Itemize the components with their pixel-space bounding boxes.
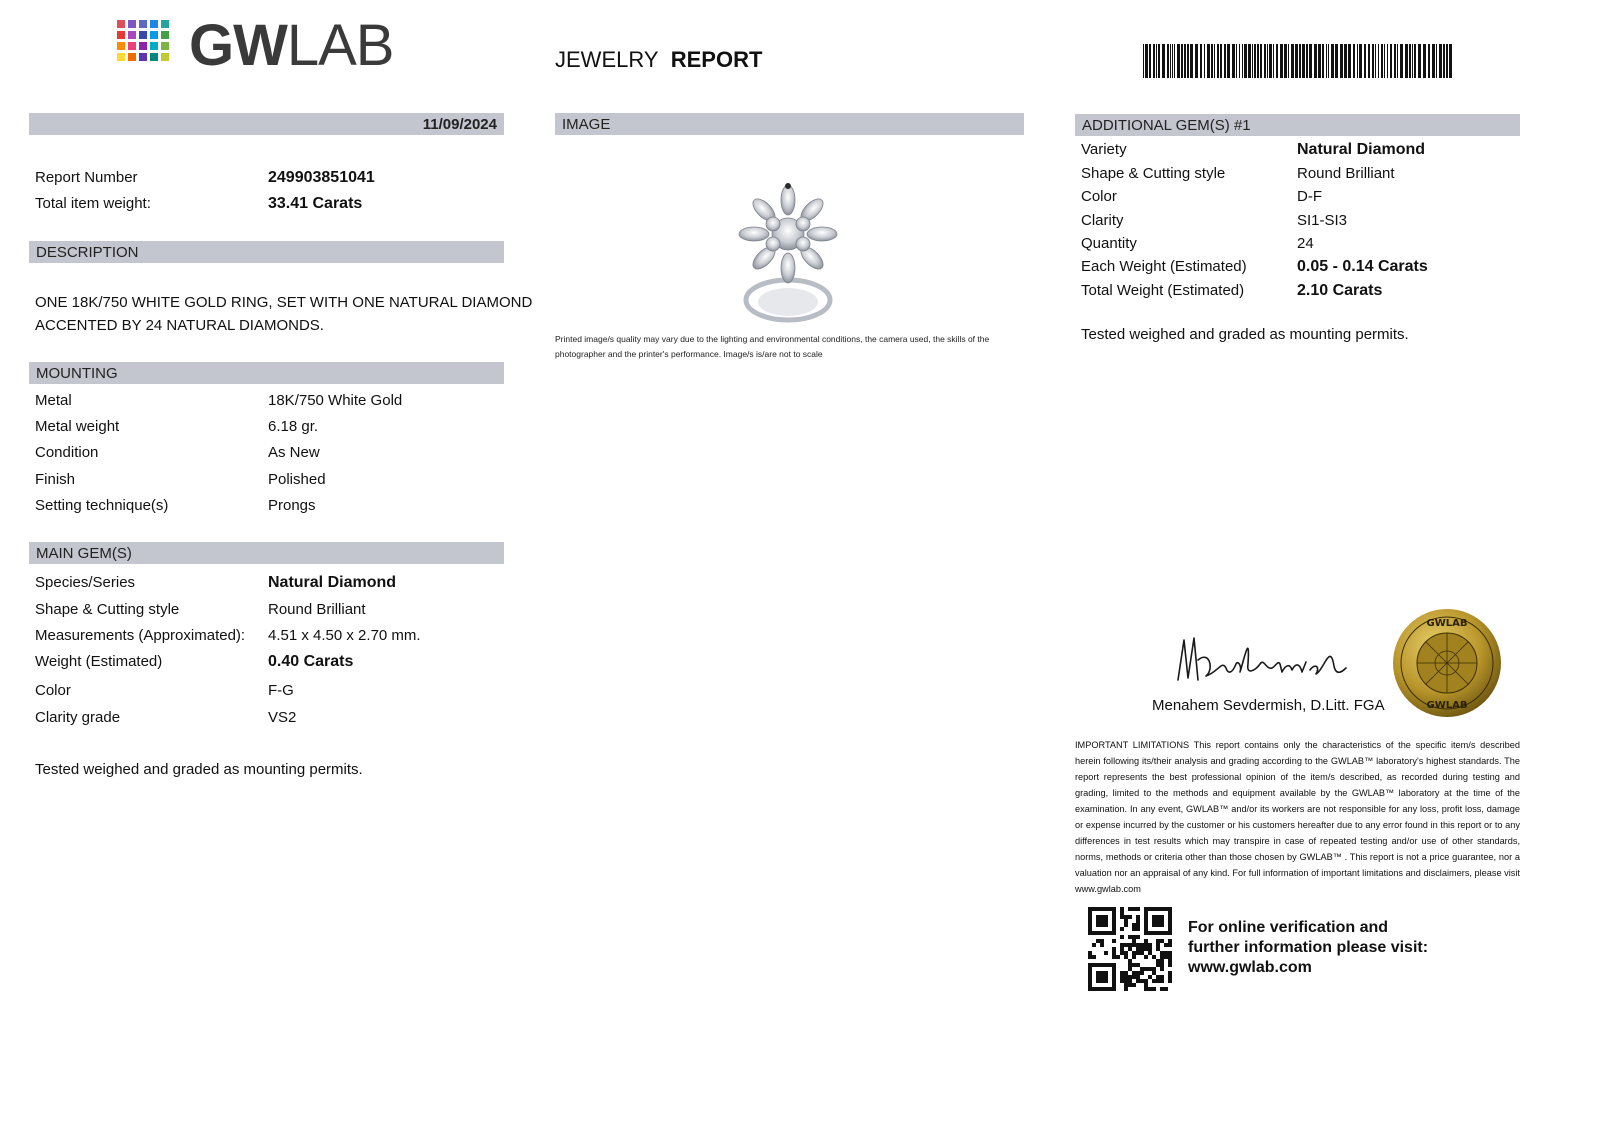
barcode-stripe <box>1409 44 1411 78</box>
important-limitations: IMPORTANT LIMITATIONS This report contains only the characteristics of the specific item/s described herein following its/their analysis and grading according to the GWLAB™ laboratory's highest standards. The report represents the best professional opinion of the item/s described, as recorded during testing and grading, limited to the methods and equipment available by the GWLAB™ laboratory at the time of the examination. In any event, GWLAB™ and/or its workers are not responsible for any loss, profit loss, damage or expense incurred by the customer or his customers hereafter due to any error found in this report or to any differences in test results which may transpire in case of repeated testing and/or use of other standards, norms, methods or criteria other than those chosen by GWLAB™ . This report is not a price guarantee, nor a valuation nor an appraisal of any kind. For full information of important limitations and disclaimers, please visit www.gwlab.com <box>1075 740 1520 894</box>
logo <box>117 13 397 82</box>
barcode-stripe <box>1248 44 1251 78</box>
image-disclaimer <box>555 332 989 362</box>
barcode-stripe <box>1381 44 1383 78</box>
verification-line-2: further information please visit: <box>1188 939 1429 956</box>
barcode-stripe <box>1257 44 1259 78</box>
logo-text <box>189 14 394 78</box>
report-title <box>555 46 762 74</box>
barcode-stripe <box>1357 44 1358 78</box>
mounting-label: Metal weight <box>35 418 120 435</box>
qr-code-icon[interactable] <box>1088 907 1172 991</box>
barcode-stripe <box>1273 44 1274 78</box>
barcode-stripe <box>1400 44 1403 78</box>
barcode-stripe <box>1143 44 1144 78</box>
mounting-label: Setting technique(s) <box>35 497 169 514</box>
additional-gem-row <box>1081 165 1511 185</box>
additional-gem-row <box>1081 141 1511 161</box>
total-weight-label: Total item weight: <box>35 195 151 212</box>
main-gem-row <box>35 653 495 673</box>
logo-dot <box>161 31 169 39</box>
logo-dot <box>128 20 136 28</box>
mounting-label: Condition <box>35 444 99 461</box>
image-title: IMAGE <box>562 116 611 133</box>
barcode-stripe <box>1162 44 1165 78</box>
additional-gem-title: ADDITIONAL GEM(S) #1 <box>1082 117 1251 134</box>
barcode-stripe <box>1244 44 1247 78</box>
main-gem-value: 4.51 x 4.50 x 2.70 mm. <box>268 627 421 644</box>
main-gem-value: F-G <box>268 682 294 699</box>
barcode-stripe <box>1269 44 1272 78</box>
date-bar <box>29 113 504 135</box>
gold-seal-icon <box>1392 608 1502 718</box>
barcode-stripe <box>1443 44 1445 78</box>
barcode-stripe <box>1167 44 1169 78</box>
main-gem-row <box>35 601 495 621</box>
barcode-stripe <box>1384 44 1385 78</box>
mounting-title: MOUNTING <box>36 365 118 382</box>
additional-gem-row <box>1081 235 1511 255</box>
barcode-stripe <box>1353 44 1355 78</box>
total-weight-value: 33.41 Carats <box>268 195 363 212</box>
mounting-row <box>35 418 495 438</box>
main-gem-value: Natural Diamond <box>268 574 397 591</box>
barcode-stripe <box>1280 44 1283 78</box>
logo-dot <box>139 53 147 61</box>
barcode-stripe <box>1322 44 1324 78</box>
barcode-stripe <box>1306 44 1308 78</box>
description-bar <box>29 241 504 263</box>
barcode-stripe <box>1414 44 1416 78</box>
barcode-stripe <box>1331 44 1334 78</box>
barcode-stripe <box>1299 44 1301 78</box>
barcode-stripe <box>1378 44 1379 78</box>
barcode-stripe <box>1390 44 1392 78</box>
additional-gem-value: Natural Diamond <box>1297 141 1426 158</box>
barcode-stripe <box>1252 44 1253 78</box>
additional-gem-label: Total Weight (Estimated) <box>1081 282 1245 299</box>
barcode-stripe <box>1405 44 1408 78</box>
main-gem-label: Measurements (Approximated): <box>35 627 246 644</box>
barcode-stripe <box>1436 44 1437 78</box>
total-weight-row <box>35 195 495 215</box>
main-gem-label: Clarity grade <box>35 709 121 726</box>
barcode-stripe <box>1207 44 1210 78</box>
barcode-stripe <box>1174 44 1175 78</box>
mounting-value: Polished <box>268 471 326 488</box>
additional-gem-row <box>1081 282 1511 302</box>
image-bar <box>555 113 1024 135</box>
logo-dots-icon <box>117 20 169 61</box>
barcode-stripe <box>1172 44 1173 78</box>
mounting-row <box>35 497 495 517</box>
ring-image <box>733 178 843 324</box>
right-note: Tested weighed and graded as mounting permits. <box>1081 326 1409 343</box>
main-gem-value: Round Brilliant <box>268 601 366 618</box>
barcode-stripe <box>1328 44 1329 78</box>
logo-dot <box>139 42 147 50</box>
barcode-stripe <box>1335 44 1338 78</box>
barcode-stripe <box>1288 44 1289 78</box>
barcode-stripe <box>1394 44 1396 78</box>
mounting-value: Prongs <box>268 497 316 514</box>
barcode-stripe <box>1423 44 1426 78</box>
logo-dot <box>117 20 125 28</box>
additional-gem-row <box>1081 188 1511 208</box>
verification-text <box>1188 918 1428 978</box>
logo-text-light: LAB <box>286 13 394 78</box>
additional-gem-bar <box>1075 114 1520 136</box>
barcode-stripe <box>1344 44 1347 78</box>
barcode-stripe <box>1264 44 1266 78</box>
logo-dot <box>128 31 136 39</box>
barcode-stripe <box>1158 44 1160 78</box>
barcode-stripe <box>1348 44 1351 78</box>
additional-gem-row <box>1081 258 1511 278</box>
barcode-stripe <box>1227 44 1230 78</box>
logo-dot <box>150 53 158 61</box>
barcode-stripe <box>1200 44 1202 78</box>
main-gem-label: Color <box>35 682 71 699</box>
barcode-stripe <box>1254 44 1256 78</box>
barcode-stripe <box>1149 44 1151 78</box>
additional-gem-value: 0.05 - 0.14 Carats <box>1297 258 1428 275</box>
mounting-row <box>35 444 495 464</box>
mounting-row <box>35 471 495 491</box>
main-gem-value: VS2 <box>268 709 297 726</box>
image-disclaimer-line-2: photographer and the printer's performance. Image/s is/are not to scale <box>555 349 823 359</box>
main-gem-row <box>35 709 495 729</box>
seal-text-bottom: GWLAB <box>1426 700 1468 711</box>
barcode-stripe <box>1428 44 1430 78</box>
barcode-stripe <box>1359 44 1362 78</box>
mounting-bar <box>29 362 504 384</box>
additional-gem-label: Color <box>1081 188 1117 205</box>
report-number-value: 249903851041 <box>268 169 375 186</box>
mounting-value: 6.18 gr. <box>268 418 319 435</box>
main-gem-label: Weight (Estimated) <box>35 653 163 670</box>
barcode-stripe <box>1446 44 1448 78</box>
description-line-2: ACCENTED BY 24 NATURAL DIAMONDS. <box>35 317 324 334</box>
barcode-stripe <box>1204 44 1205 78</box>
barcode-stripe <box>1276 44 1278 78</box>
additional-gem-label: Variety <box>1081 141 1127 158</box>
additional-gem-label: Shape & Cutting style <box>1081 165 1226 182</box>
barcode-stripe <box>1449 44 1452 78</box>
barcode-stripe <box>1145 44 1148 78</box>
barcode-stripe <box>1291 44 1294 78</box>
barcode <box>1143 44 1455 78</box>
barcode-stripe <box>1239 44 1240 78</box>
logo-dot <box>117 42 125 50</box>
barcode-stripe <box>1220 44 1222 78</box>
main-gem-label: Shape & Cutting style <box>35 601 180 618</box>
logo-dot <box>150 31 158 39</box>
barcode-stripe <box>1236 44 1237 78</box>
description-text <box>35 294 532 335</box>
verification-line-1: For online verification and <box>1188 919 1389 936</box>
logo-dot <box>161 53 169 61</box>
barcode-stripe <box>1242 44 1243 78</box>
barcode-stripe <box>1214 44 1215 78</box>
mounting-value: 18K/750 White Gold <box>268 392 403 409</box>
additional-gem-label: Each Weight (Estimated) <box>1081 258 1247 275</box>
barcode-stripe <box>1195 44 1198 78</box>
barcode-stripe <box>1368 44 1370 78</box>
barcode-stripe <box>1326 44 1327 78</box>
barcode-stripe <box>1314 44 1317 78</box>
barcode-stripe <box>1302 44 1305 78</box>
additional-gem-value: SI1-SI3 <box>1297 212 1348 229</box>
barcode-stripe <box>1232 44 1235 78</box>
logo-dot <box>139 31 147 39</box>
barcode-stripe <box>1318 44 1321 78</box>
mounting-row <box>35 392 495 412</box>
additional-gem-value: D-F <box>1297 188 1322 205</box>
barcode-stripe <box>1309 44 1312 78</box>
mounting-label: Finish <box>35 471 76 488</box>
left-note: Tested weighed and graded as mounting permits. <box>35 761 363 778</box>
logo-dot <box>117 31 125 39</box>
main-gem-row <box>35 627 495 647</box>
additional-gem-label: Quantity <box>1081 235 1137 252</box>
logo-dot <box>150 42 158 50</box>
barcode-stripe <box>1267 44 1268 78</box>
logo-dot <box>161 42 169 50</box>
barcode-stripe <box>1181 44 1183 78</box>
qr-pattern <box>1088 907 1172 991</box>
additional-gem-row <box>1081 212 1511 232</box>
logo-dot <box>128 42 136 50</box>
logo-dot <box>161 20 169 28</box>
ring-photo-icon <box>733 178 843 324</box>
main-gem-label: Species/Series <box>35 574 136 591</box>
additional-gem-value: 2.10 Carats <box>1297 282 1383 299</box>
verification-url[interactable]: www.gwlab.com <box>1188 959 1312 976</box>
signature-icon <box>1170 620 1360 692</box>
mounting-value: As New <box>268 444 320 461</box>
barcode-stripe <box>1211 44 1213 78</box>
barcode-stripe <box>1375 44 1376 78</box>
barcode-stripe <box>1364 44 1366 78</box>
logo-text-bold: GW <box>189 13 287 78</box>
additional-gem-label: Clarity <box>1081 212 1124 229</box>
report-title-bold: REPORT <box>670 47 763 72</box>
image-disclaimer-line-1: Printed image/s quality may vary due to the lighting and environmental conditions, the camera used, the skills of the <box>555 334 990 344</box>
barcode-stripe <box>1372 44 1374 78</box>
mounting-label: Metal <box>35 392 72 409</box>
barcode-stripe <box>1177 44 1180 78</box>
barcode-stripe <box>1295 44 1298 78</box>
barcode-stripe <box>1397 44 1398 78</box>
logo-dot <box>128 53 136 61</box>
barcode-stripe <box>1217 44 1219 78</box>
main-gem-value: 0.40 Carats <box>268 653 354 670</box>
barcode-stripe <box>1170 44 1171 78</box>
barcode-stripe <box>1412 44 1413 78</box>
signer-name: Menahem Sevdermish, D.Litt. FGA <box>1152 697 1385 714</box>
barcode-stripe <box>1156 44 1157 78</box>
main-gem-row <box>35 574 495 594</box>
barcode-stripe <box>1284 44 1287 78</box>
barcode-stripe <box>1190 44 1193 78</box>
logo-dot <box>150 20 158 28</box>
report-date: 11/09/2024 <box>422 116 497 133</box>
barcode-stripe <box>1184 44 1186 78</box>
main-gem-row <box>35 682 495 702</box>
barcode-stripe <box>1153 44 1155 78</box>
logo-dot <box>139 20 147 28</box>
report-title-light: JEWELRY <box>555 47 659 72</box>
main-gem-title: MAIN GEM(S) <box>36 545 132 562</box>
seal-text-top: GWLAB <box>1426 618 1468 629</box>
signature <box>1170 620 1360 692</box>
barcode-stripe <box>1340 44 1343 78</box>
report-number-label: Report Number <box>35 169 138 186</box>
barcode-stripe <box>1418 44 1421 78</box>
main-gem-bar <box>29 542 504 564</box>
barcode-stripe <box>1439 44 1442 78</box>
additional-gem-value: Round Brilliant <box>1297 165 1395 182</box>
barcode-stripe <box>1260 44 1262 78</box>
barcode-stripe <box>1187 44 1189 78</box>
description-line-1: ONE 18K/750 WHITE GOLD RING, SET WITH ONE NATURAL DIAMOND <box>35 294 533 311</box>
report-number-row <box>35 169 495 189</box>
barcode-stripe <box>1224 44 1226 78</box>
barcode-stripe <box>1387 44 1388 78</box>
additional-gem-value: 24 <box>1297 235 1314 252</box>
barcode-stripe <box>1432 44 1435 78</box>
description-title: DESCRIPTION <box>36 244 139 261</box>
logo-dot <box>117 53 125 61</box>
